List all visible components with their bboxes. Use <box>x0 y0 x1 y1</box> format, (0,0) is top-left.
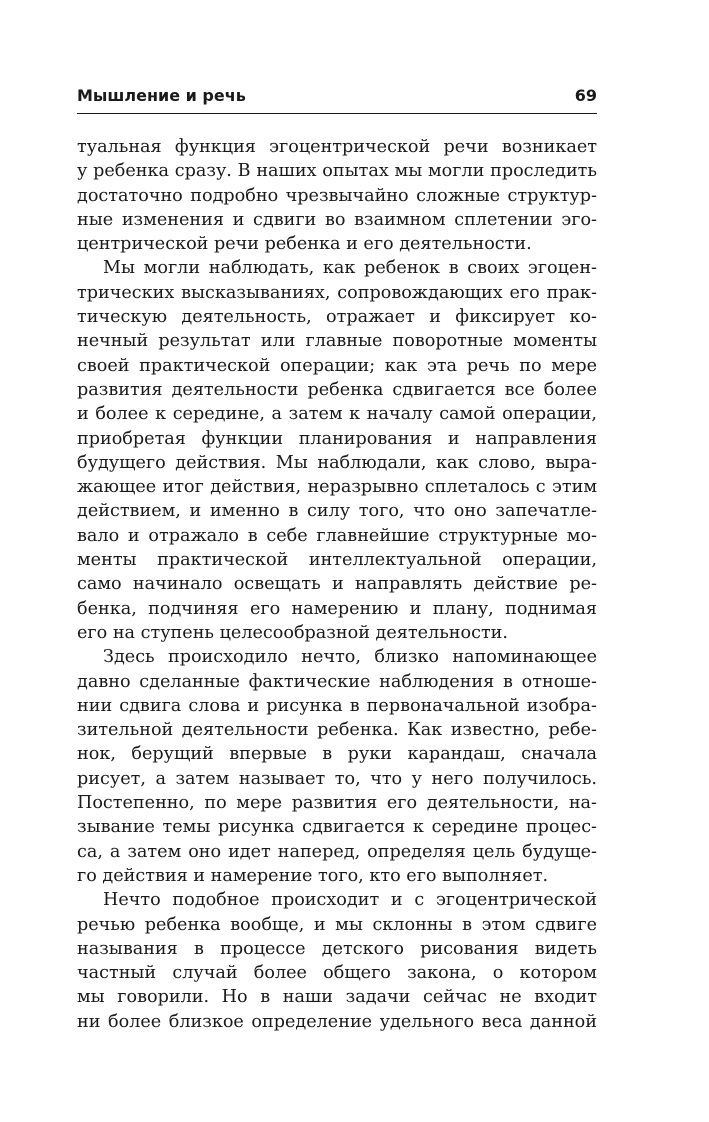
text-line: у ребенка сразу. В наших опытах мы могли проследить <box>77 161 597 182</box>
text-line: речью ребенка вообще, и мы склонны в этом сдвиге <box>77 914 597 935</box>
text-line: жающее итог действия, неразрывно сплеталось с этим <box>77 477 597 498</box>
text-line: го действия и намерение того, кто его выполняет. <box>77 865 549 886</box>
text-line: нок, берущий впервые в руки карандаш, сначала <box>77 744 597 765</box>
text-line: са, а затем оно идет наперед, определяя цель будуще- <box>77 841 597 862</box>
text-line: Нечто подобное происходит и с эгоцентрической <box>103 890 597 911</box>
paragraph <box>77 888 597 1034</box>
text-line: достаточно подробно чрезвычайно сложные структур- <box>77 185 597 206</box>
paragraph <box>77 256 597 645</box>
paragraph <box>77 135 597 256</box>
text-line: действием, и именно в силу того, что оно запечатле- <box>77 501 597 522</box>
body-text <box>77 135 597 1034</box>
text-line: мы говорили. Но в наши задачи сейчас не входит <box>77 987 597 1008</box>
text-line: давно сделанные фактические наблюдения в отноше- <box>77 671 597 692</box>
text-line: приобретая функции планирования и направления <box>77 428 597 449</box>
text-line: нии сдвига слова и рисунка в первоначальной изобра- <box>77 695 597 716</box>
text-line: частный случай более общего закона, о котором <box>77 963 597 984</box>
text-line: зывание темы рисунка сдвигается к середине процес- <box>77 817 597 838</box>
text-line: туальная функция эгоцентрической речи возникает <box>77 137 597 157</box>
text-line: само начинало освещать и направлять действие ре- <box>77 574 597 595</box>
running-header-title: Мышление и речь <box>77 86 246 105</box>
text-line: вало и отражало в себе главнейшие структурные мо- <box>77 525 597 546</box>
text-line: Постепенно, по мере развития его деятельности, на- <box>77 793 597 814</box>
text-line: Здесь происходило нечто, близко напоминающее <box>103 647 597 668</box>
text-line: его на ступень целесообразной деятельности. <box>77 622 508 643</box>
text-line: ни более близкое определение удельного веса данной <box>77 1011 597 1032</box>
text-line: будущего действия. Мы наблюдали, как слово, выра- <box>77 452 597 473</box>
text-line: трических высказываниях, сопровождающих его прак- <box>77 282 597 303</box>
text-line: ные изменения и сдвиги во взаимном сплетении эго- <box>77 209 597 230</box>
text-line: менты практической интеллектуальной операции, <box>77 550 597 571</box>
text-line: и более к середине, а затем к началу самой операции, <box>77 404 597 425</box>
text-line: центрической речи ребенка и его деятельности. <box>77 234 532 255</box>
paragraph <box>77 645 597 888</box>
text-line: своей практической операции; как эта речь по мере <box>77 355 597 376</box>
text-line: называния в процессе детского рисования видеть <box>77 938 597 959</box>
text-line: нечный результат или главные поворотные моменты <box>77 331 597 352</box>
running-header <box>77 86 597 114</box>
text-line: Мы могли наблюдать, как ребенок в своих эгоцен- <box>103 258 597 279</box>
text-line: бенка, подчиняя его намерению и плану, поднимая <box>77 598 597 619</box>
text-line: рисует, а затем называет то, что у него получилось. <box>77 768 597 789</box>
text-line: тическую деятельность, отражает и фиксирует ко- <box>77 307 597 328</box>
book-page <box>77 86 597 1034</box>
text-line: зительной деятельности ребенка. Как известно, ребе- <box>77 720 597 741</box>
page-number: 69 <box>574 86 597 105</box>
text-line: развития деятельности ребенка сдвигается все более <box>77 379 597 400</box>
